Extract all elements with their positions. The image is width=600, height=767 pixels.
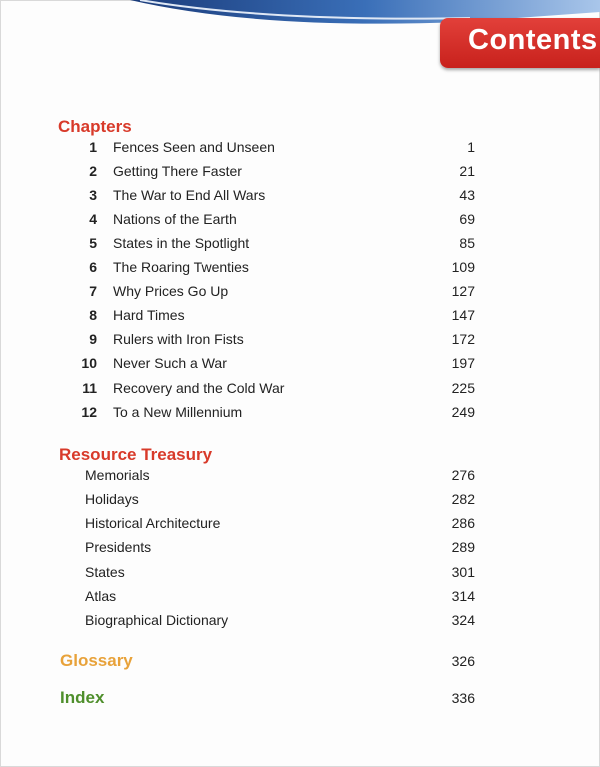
chapter-number: 4	[89, 211, 97, 227]
chapter-page: 197	[451, 355, 475, 371]
glossary-page: 326	[451, 653, 475, 669]
resource-row	[0, 467, 600, 487]
resource-page: 276	[451, 467, 475, 483]
chapter-title: Why Prices Go Up	[113, 283, 229, 299]
chapter-title: To a New Millennium	[113, 404, 243, 420]
resource-row	[0, 588, 600, 608]
chapter-number: 1	[89, 139, 97, 155]
index-heading: Index	[60, 688, 105, 707]
chapters-heading: Chapters	[58, 117, 132, 136]
chapter-number: 6	[89, 259, 97, 275]
resource-row	[0, 612, 600, 632]
chapter-row	[0, 259, 600, 279]
resource-page: 282	[451, 491, 475, 507]
chapter-page: 85	[459, 235, 475, 251]
resource-row	[0, 539, 600, 559]
chapter-title: Hard Times	[113, 307, 185, 323]
chapter-row	[0, 187, 600, 207]
chapter-page: 147	[451, 307, 475, 323]
chapter-number: 11	[82, 380, 97, 396]
resource-page: 324	[451, 612, 475, 628]
chapter-number: 12	[81, 404, 97, 420]
chapter-number: 3	[89, 187, 97, 203]
chapter-row	[0, 163, 600, 183]
chapter-row	[0, 139, 600, 159]
index-row	[0, 690, 600, 710]
index-page: 336	[451, 690, 475, 706]
glossary-heading: Glossary	[60, 651, 133, 670]
chapter-page: 109	[451, 259, 475, 275]
chapter-number: 2	[89, 163, 97, 179]
chapter-number: 10	[81, 355, 97, 371]
chapter-row	[0, 331, 600, 351]
chapter-number: 9	[89, 331, 97, 347]
chapter-page: 172	[451, 331, 475, 347]
chapter-title: Recovery and the Cold War	[113, 380, 285, 396]
chapter-row	[0, 211, 600, 231]
resource-page: 286	[451, 515, 475, 531]
resource-title: Presidents	[85, 539, 152, 555]
resource-row	[0, 515, 600, 535]
chapter-row	[0, 307, 600, 327]
glossary-row	[0, 653, 600, 673]
chapter-number: 5	[89, 235, 97, 251]
chapter-row	[0, 380, 600, 400]
chapter-title: The War to End All Wars	[113, 187, 266, 203]
chapter-title: Rulers with Iron Fists	[113, 331, 244, 347]
resource-title: States	[85, 564, 125, 580]
resource-row	[0, 491, 600, 511]
chapter-title: States in the Spotlight	[113, 235, 250, 251]
resource-page: 314	[451, 588, 475, 604]
resource-title: Memorials	[85, 467, 150, 483]
resource-title: Atlas	[85, 588, 117, 604]
chapter-row	[0, 355, 600, 375]
resource-row	[0, 564, 600, 584]
chapter-page: 127	[451, 283, 475, 299]
chapter-page: 43	[459, 187, 475, 203]
chapter-title: Nations of the Earth	[113, 211, 237, 227]
chapter-row	[0, 235, 600, 255]
resource-page: 301	[451, 564, 475, 580]
chapter-page: 69	[459, 211, 475, 227]
chapter-number: 7	[89, 283, 97, 299]
chapter-title: The Roaring Twenties	[113, 259, 249, 275]
chapter-page: 225	[451, 380, 475, 396]
chapter-title: Getting There Faster	[113, 163, 242, 179]
chapter-title: Fences Seen and Unseen	[113, 139, 275, 155]
resource-title: Holidays	[85, 491, 139, 507]
chapter-page: 249	[451, 404, 475, 420]
chapter-page: 21	[459, 163, 475, 179]
contents-tab	[440, 18, 600, 68]
chapter-row	[0, 404, 600, 424]
resource-title: Historical Architecture	[85, 515, 221, 531]
resource-page: 289	[451, 539, 475, 555]
resource-treasury-heading: Resource Treasury	[59, 445, 213, 464]
contents-title: Contents	[468, 24, 598, 56]
chapter-number: 8	[89, 307, 97, 323]
chapter-row	[0, 283, 600, 303]
chapter-page: 1	[467, 139, 475, 155]
resource-title: Biographical Dictionary	[85, 612, 229, 628]
chapter-title: Never Such a War	[113, 355, 227, 371]
